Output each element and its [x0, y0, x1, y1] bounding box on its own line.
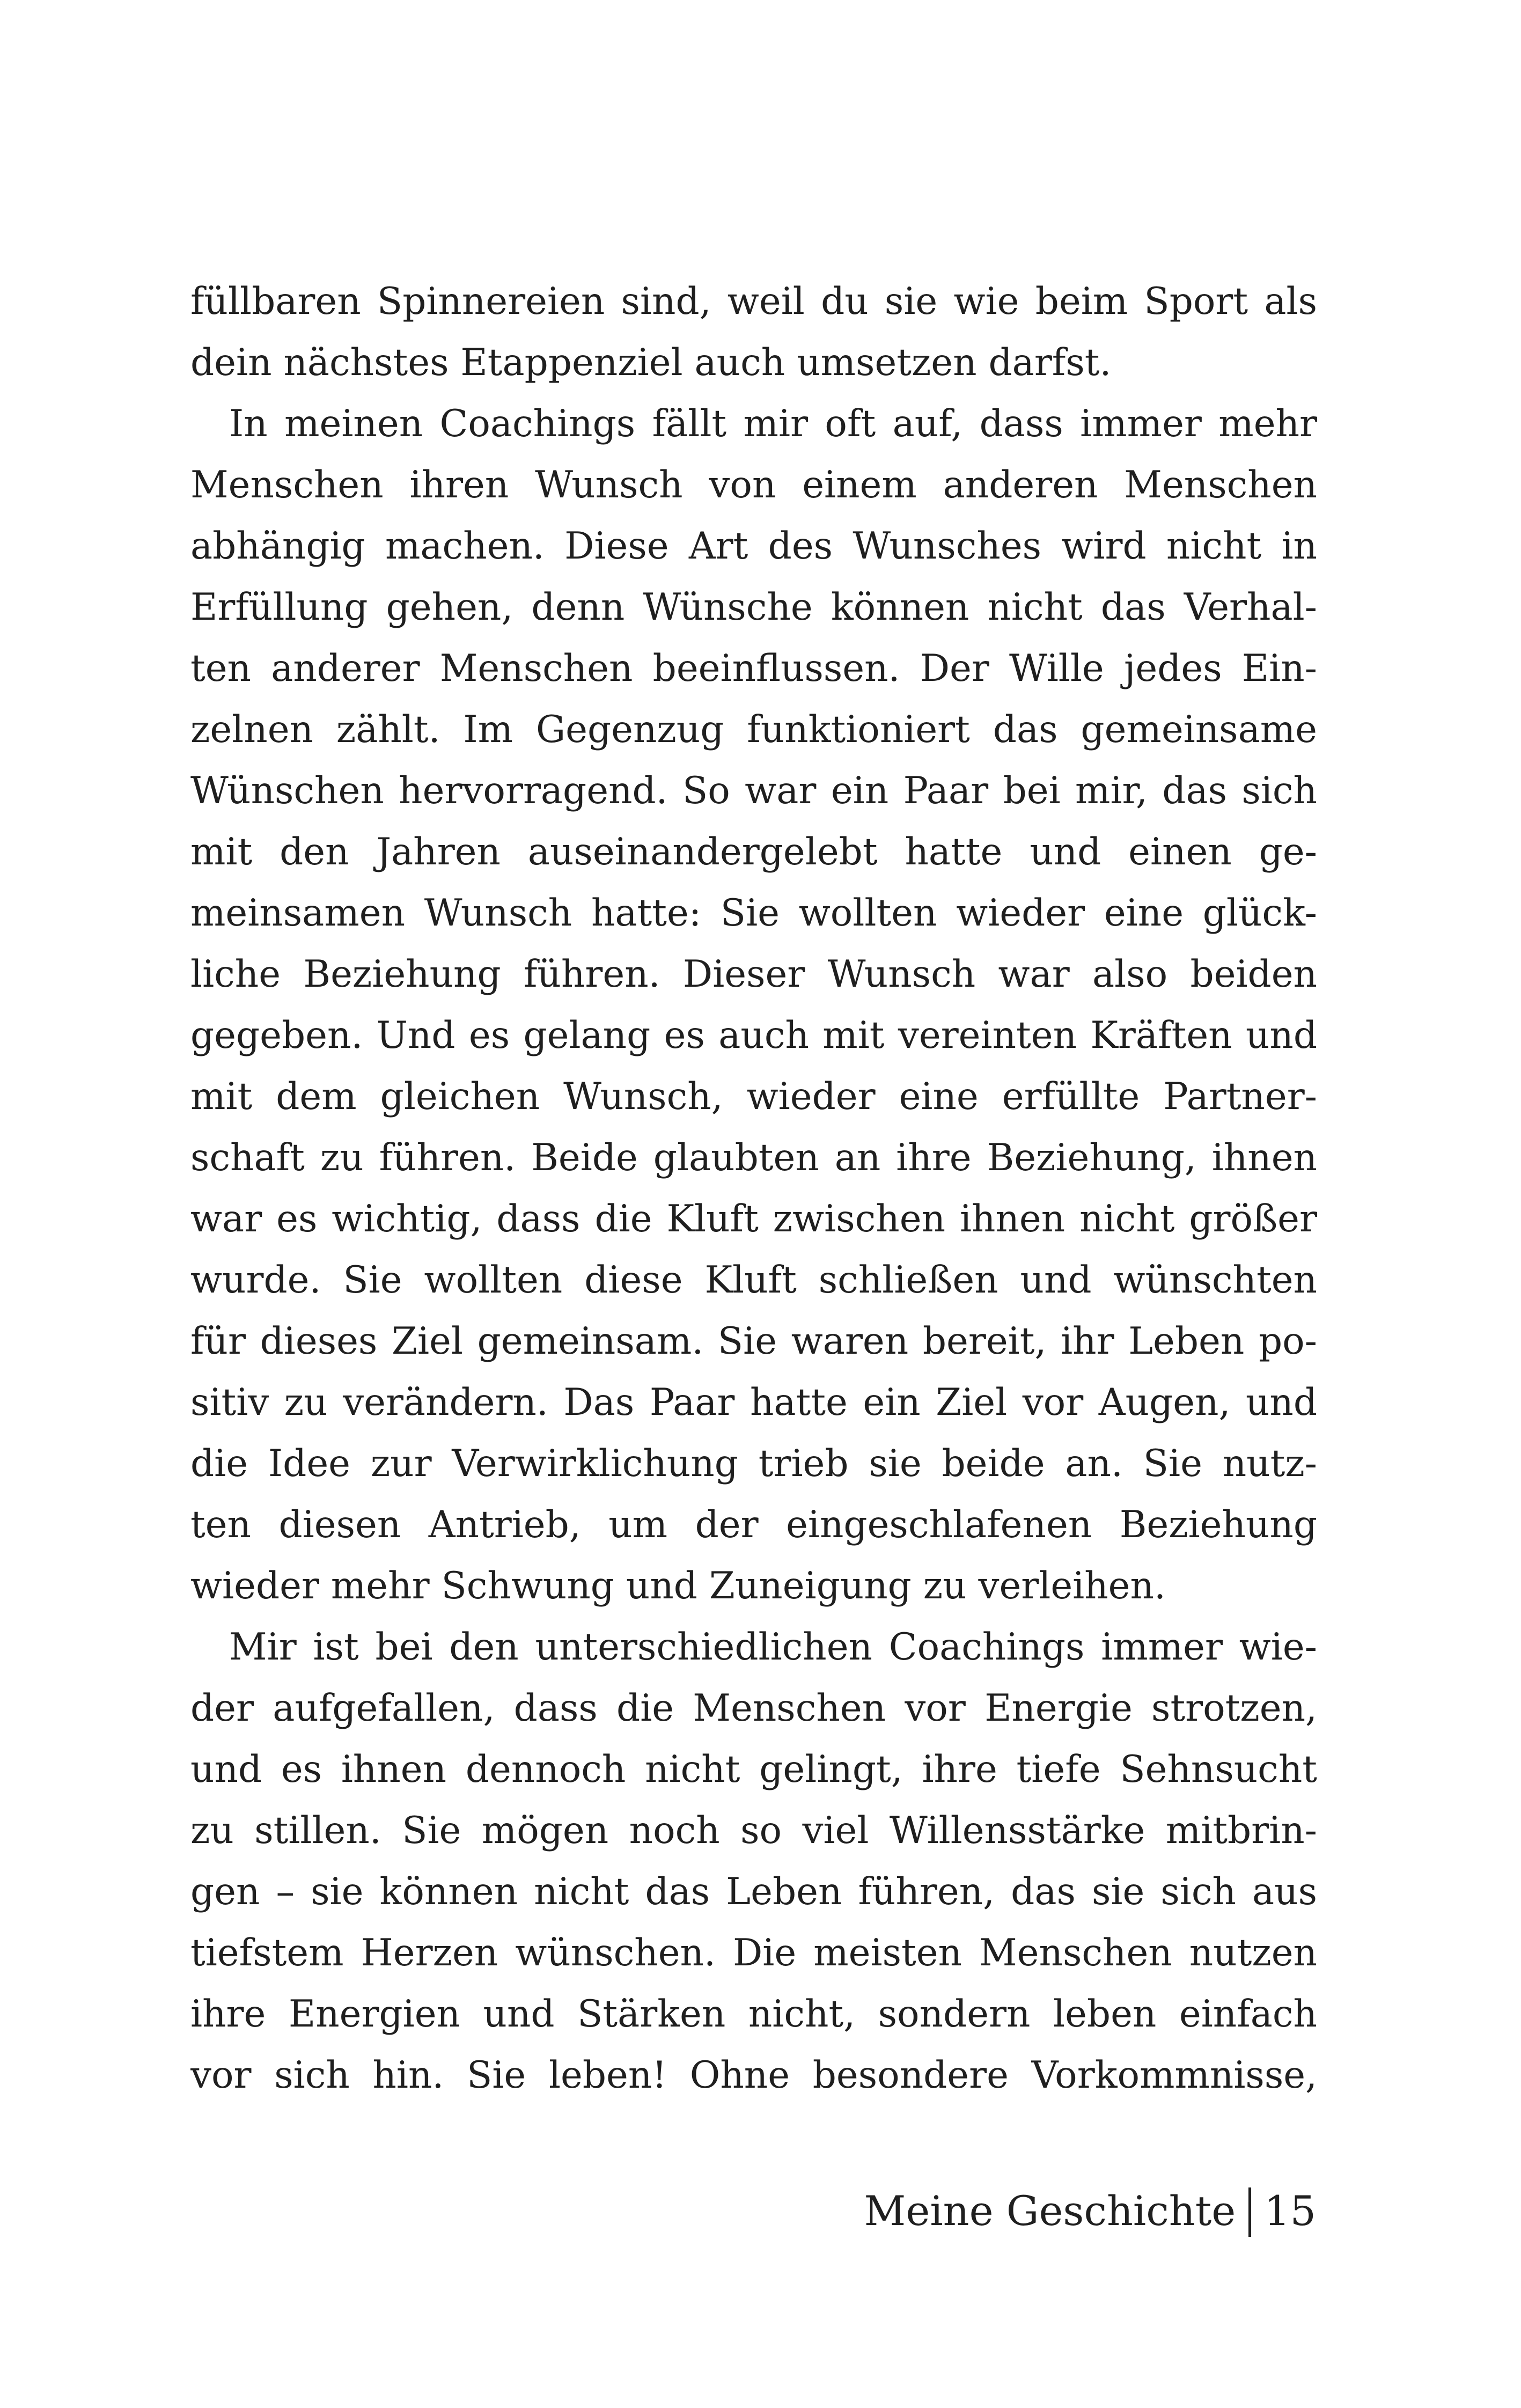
text-line: gegeben. Und es gelang es auch mit vereinten Kräften und — [190, 1014, 1317, 1057]
body-text — [190, 271, 1317, 2106]
text-line: mit dem gleichen Wunsch, wieder eine erfüllte Partner- — [190, 1075, 1317, 1118]
text-line: wieder mehr Schwung und Zuneigung zu verleihen. — [190, 1565, 1166, 1607]
text-line: dein nächstes Etappenziel auch umsetzen darfst. — [190, 341, 1112, 384]
text-line: füllbaren Spinnereien sind, weil du sie wie beim Sport als — [190, 280, 1317, 323]
text-line: tiefstem Herzen wünschen. Die meisten Menschen nutzen — [190, 1932, 1317, 1974]
text-line: und es ihnen dennoch nicht gelingt, ihre tiefe Sehnsucht — [190, 1748, 1317, 1791]
chapter-title: Meine Geschichte — [864, 2187, 1236, 2235]
text-line: schaft zu führen. Beide glaubten an ihre Beziehung, ihnen — [190, 1136, 1317, 1179]
page-number: 15 — [1264, 2187, 1316, 2235]
text-line: In meinen Coachings fällt mir oft auf, dass immer mehr — [229, 402, 1317, 445]
text-line: für dieses Ziel gemeinsam. Sie waren bereit, ihr Leben po- — [190, 1320, 1317, 1363]
text-line: Menschen ihren Wunsch von einem anderen Menschen — [190, 464, 1317, 506]
text-line: zelnen zählt. Im Gegenzug funktioniert das gemeinsame — [190, 708, 1317, 751]
text-line: ihre Energien und Stärken nicht, sondern leben einfach — [190, 1993, 1317, 2036]
text-line: meinsamen Wunsch hatte: Sie wollten wieder eine glück- — [190, 892, 1317, 935]
text-line: Wünschen hervorragend. So war ein Paar bei mir, das sich — [190, 769, 1317, 812]
text-line: liche Beziehung führen. Dieser Wunsch war also beiden — [190, 953, 1317, 996]
text-line: abhängig machen. Diese Art des Wunsches wird nicht in — [190, 525, 1317, 568]
text-line: Mir ist bei den unterschiedlichen Coachings immer wie- — [229, 1626, 1317, 1669]
running-footer — [864, 2182, 1316, 2241]
text-line: sitiv zu verändern. Das Paar hatte ein Ziel vor Augen, und — [190, 1381, 1317, 1424]
text-line: wurde. Sie wollten diese Kluft schließen und wünschten — [190, 1259, 1317, 1302]
text-line: die Idee zur Verwirklichung trieb sie beide an. Sie nutz- — [190, 1442, 1317, 1485]
text-line: mit den Jahren auseinandergelebt hatte und einen ge- — [190, 831, 1317, 873]
text-line: gen – sie können nicht das Leben führen, das sie sich aus — [190, 1870, 1317, 1913]
text-line: Erfüllung gehen, denn Wünsche können nicht das Verhal- — [190, 586, 1317, 629]
text-line: ten diesen Antrieb, um der eingeschlafenen Beziehung — [190, 1503, 1317, 1546]
text-line: zu stillen. Sie mögen noch so viel Willensstärke mitbrin- — [190, 1809, 1317, 1852]
footer-divider — [1248, 2187, 1251, 2237]
text-line: der aufgefallen, dass die Menschen vor Energie strotzen, — [190, 1687, 1317, 1730]
text-line: vor sich hin. Sie leben! Ohne besondere Vorkommnisse, — [190, 2054, 1317, 2097]
text-line: war es wichtig, dass die Kluft zwischen ihnen nicht größer — [190, 1198, 1317, 1240]
text-line: ten anderer Menschen beeinflussen. Der Wille jedes Ein- — [190, 647, 1317, 690]
